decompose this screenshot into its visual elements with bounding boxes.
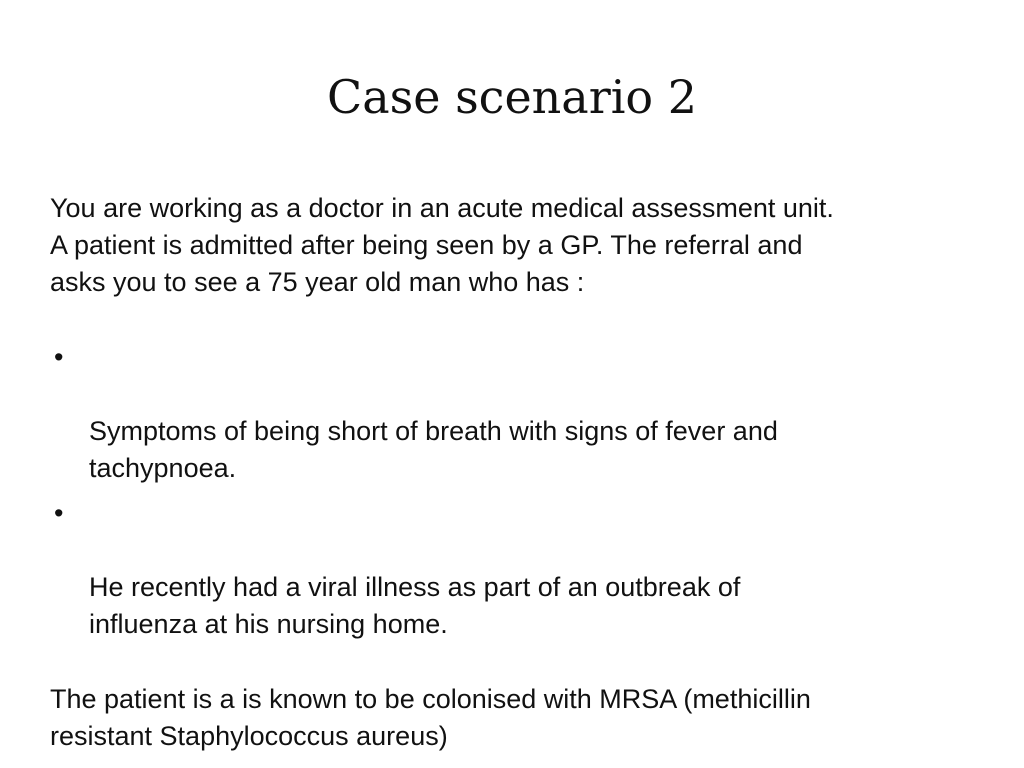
bullet-item [50,495,980,643]
bullet-item [50,339,980,487]
closing-paragraph: The patient is a is known to be colonised with MRSA (methicillin resistant Staphylococcus aureus) [50,684,811,751]
bullet-text: Symptoms of being short of breath with signs of fever and tachypnoea. [89,416,778,483]
slide-body [50,190,980,755]
bullet-text: He recently had a viral illness as part of an outbreak of influenza at his nursing home. [89,572,741,639]
bullet-icon: • [54,342,64,372]
bullet-list [50,339,980,643]
intro-paragraph: You are working as a doctor in an acute medical assessment unit. A patient is admitted after being seen by a GP. The referral and asks you to see a 75 year old man who has : [50,193,834,297]
slide-title: Case scenario 2 [327,70,697,124]
bullet-icon: • [54,498,64,528]
